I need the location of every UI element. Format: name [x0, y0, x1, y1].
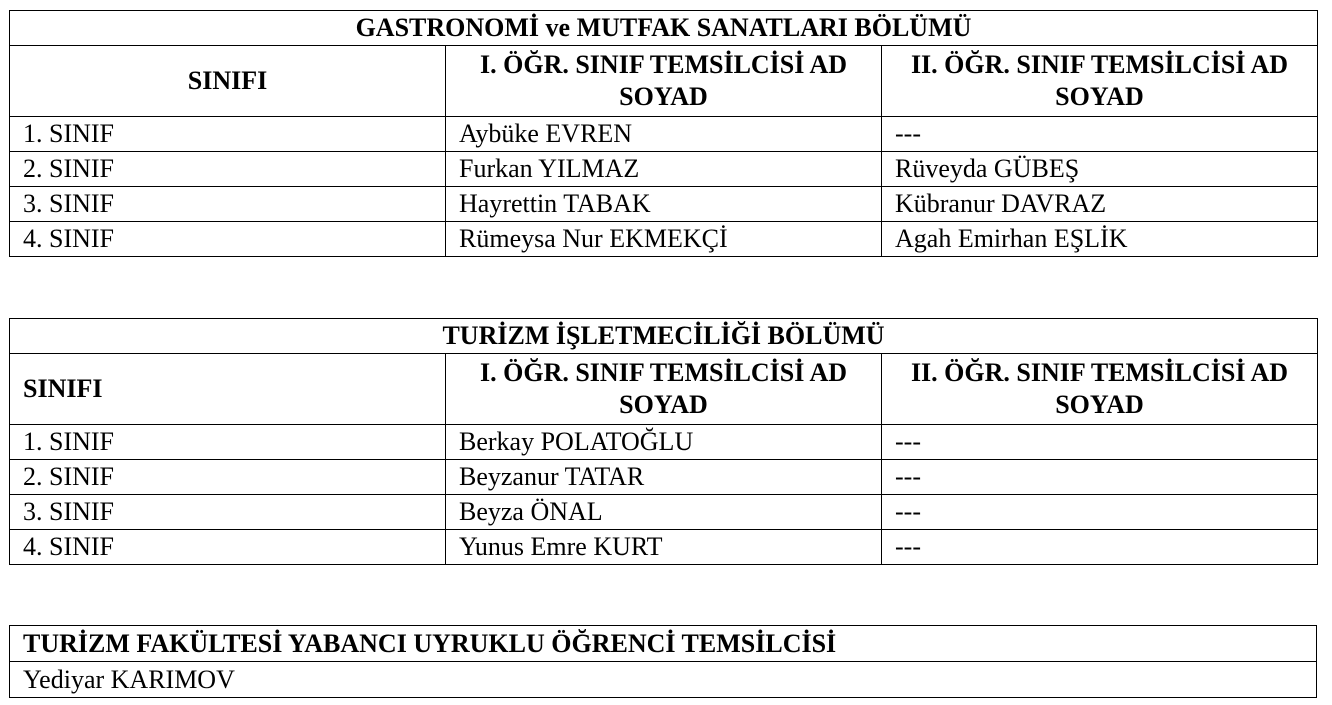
foreign-rep-name: Yediyar KARIMOV [10, 662, 1317, 698]
header-second-rep: II. ÖĞR. SINIF TEMSİLCİSİ AD SOYAD [882, 46, 1318, 117]
header-first-rep: I. ÖĞR. SINIF TEMSİLCİSİ AD SOYAD [446, 354, 882, 425]
table-row [10, 495, 1318, 530]
second-rep-cell: --- [882, 117, 1318, 152]
second-rep-cell: --- [882, 460, 1318, 495]
class-cell: 3. SINIF [10, 495, 446, 530]
class-cell: 4. SINIF [10, 530, 446, 565]
class-cell: 1. SINIF [10, 117, 446, 152]
second-rep-cell: --- [882, 495, 1318, 530]
first-rep-cell: Hayrettin TABAK [446, 187, 882, 222]
second-rep-cell: --- [882, 425, 1318, 460]
header-class: SINIFI [10, 354, 446, 425]
first-rep-cell: Yunus Emre KURT [446, 530, 882, 565]
table-row [10, 460, 1318, 495]
first-rep-cell: Berkay POLATOĞLU [446, 425, 882, 460]
table-row [10, 152, 1318, 187]
class-cell: 3. SINIF [10, 187, 446, 222]
foreign-student-rep-table [9, 625, 1317, 698]
second-rep-cell: --- [882, 530, 1318, 565]
class-cell: 2. SINIF [10, 460, 446, 495]
second-rep-cell: Kübranur DAVRAZ [882, 187, 1318, 222]
first-rep-cell: Furkan YILMAZ [446, 152, 882, 187]
table-row [10, 425, 1318, 460]
tourism-management-department-table [9, 318, 1318, 565]
foreign-rep-title: TURİZM FAKÜLTESİ YABANCI UYRUKLU ÖĞRENCİ TEMSİLCİSİ [10, 626, 1317, 662]
table-title: GASTRONOMİ ve MUTFAK SANATLARI BÖLÜMÜ [10, 11, 1318, 46]
class-cell: 4. SINIF [10, 222, 446, 257]
second-rep-cell: Agah Emirhan EŞLİK [882, 222, 1318, 257]
table-row [10, 530, 1318, 565]
first-rep-cell: Aybüke EVREN [446, 117, 882, 152]
first-rep-cell: Rümeysa Nur EKMEKÇİ [446, 222, 882, 257]
table-row [10, 222, 1318, 257]
first-rep-cell: Beyza ÖNAL [446, 495, 882, 530]
table-row [10, 187, 1318, 222]
second-rep-cell: Rüveyda GÜBEŞ [882, 152, 1318, 187]
table-row [10, 117, 1318, 152]
table-title: TURİZM İŞLETMECİLİĞİ BÖLÜMÜ [10, 319, 1318, 354]
header-class: SINIFI [10, 46, 446, 117]
header-first-rep: I. ÖĞR. SINIF TEMSİLCİSİ AD SOYAD [446, 46, 882, 117]
header-second-rep: II. ÖĞR. SINIF TEMSİLCİSİ AD SOYAD [882, 354, 1318, 425]
gastronomy-department-table [9, 10, 1318, 257]
class-cell: 1. SINIF [10, 425, 446, 460]
class-cell: 2. SINIF [10, 152, 446, 187]
first-rep-cell: Beyzanur TATAR [446, 460, 882, 495]
